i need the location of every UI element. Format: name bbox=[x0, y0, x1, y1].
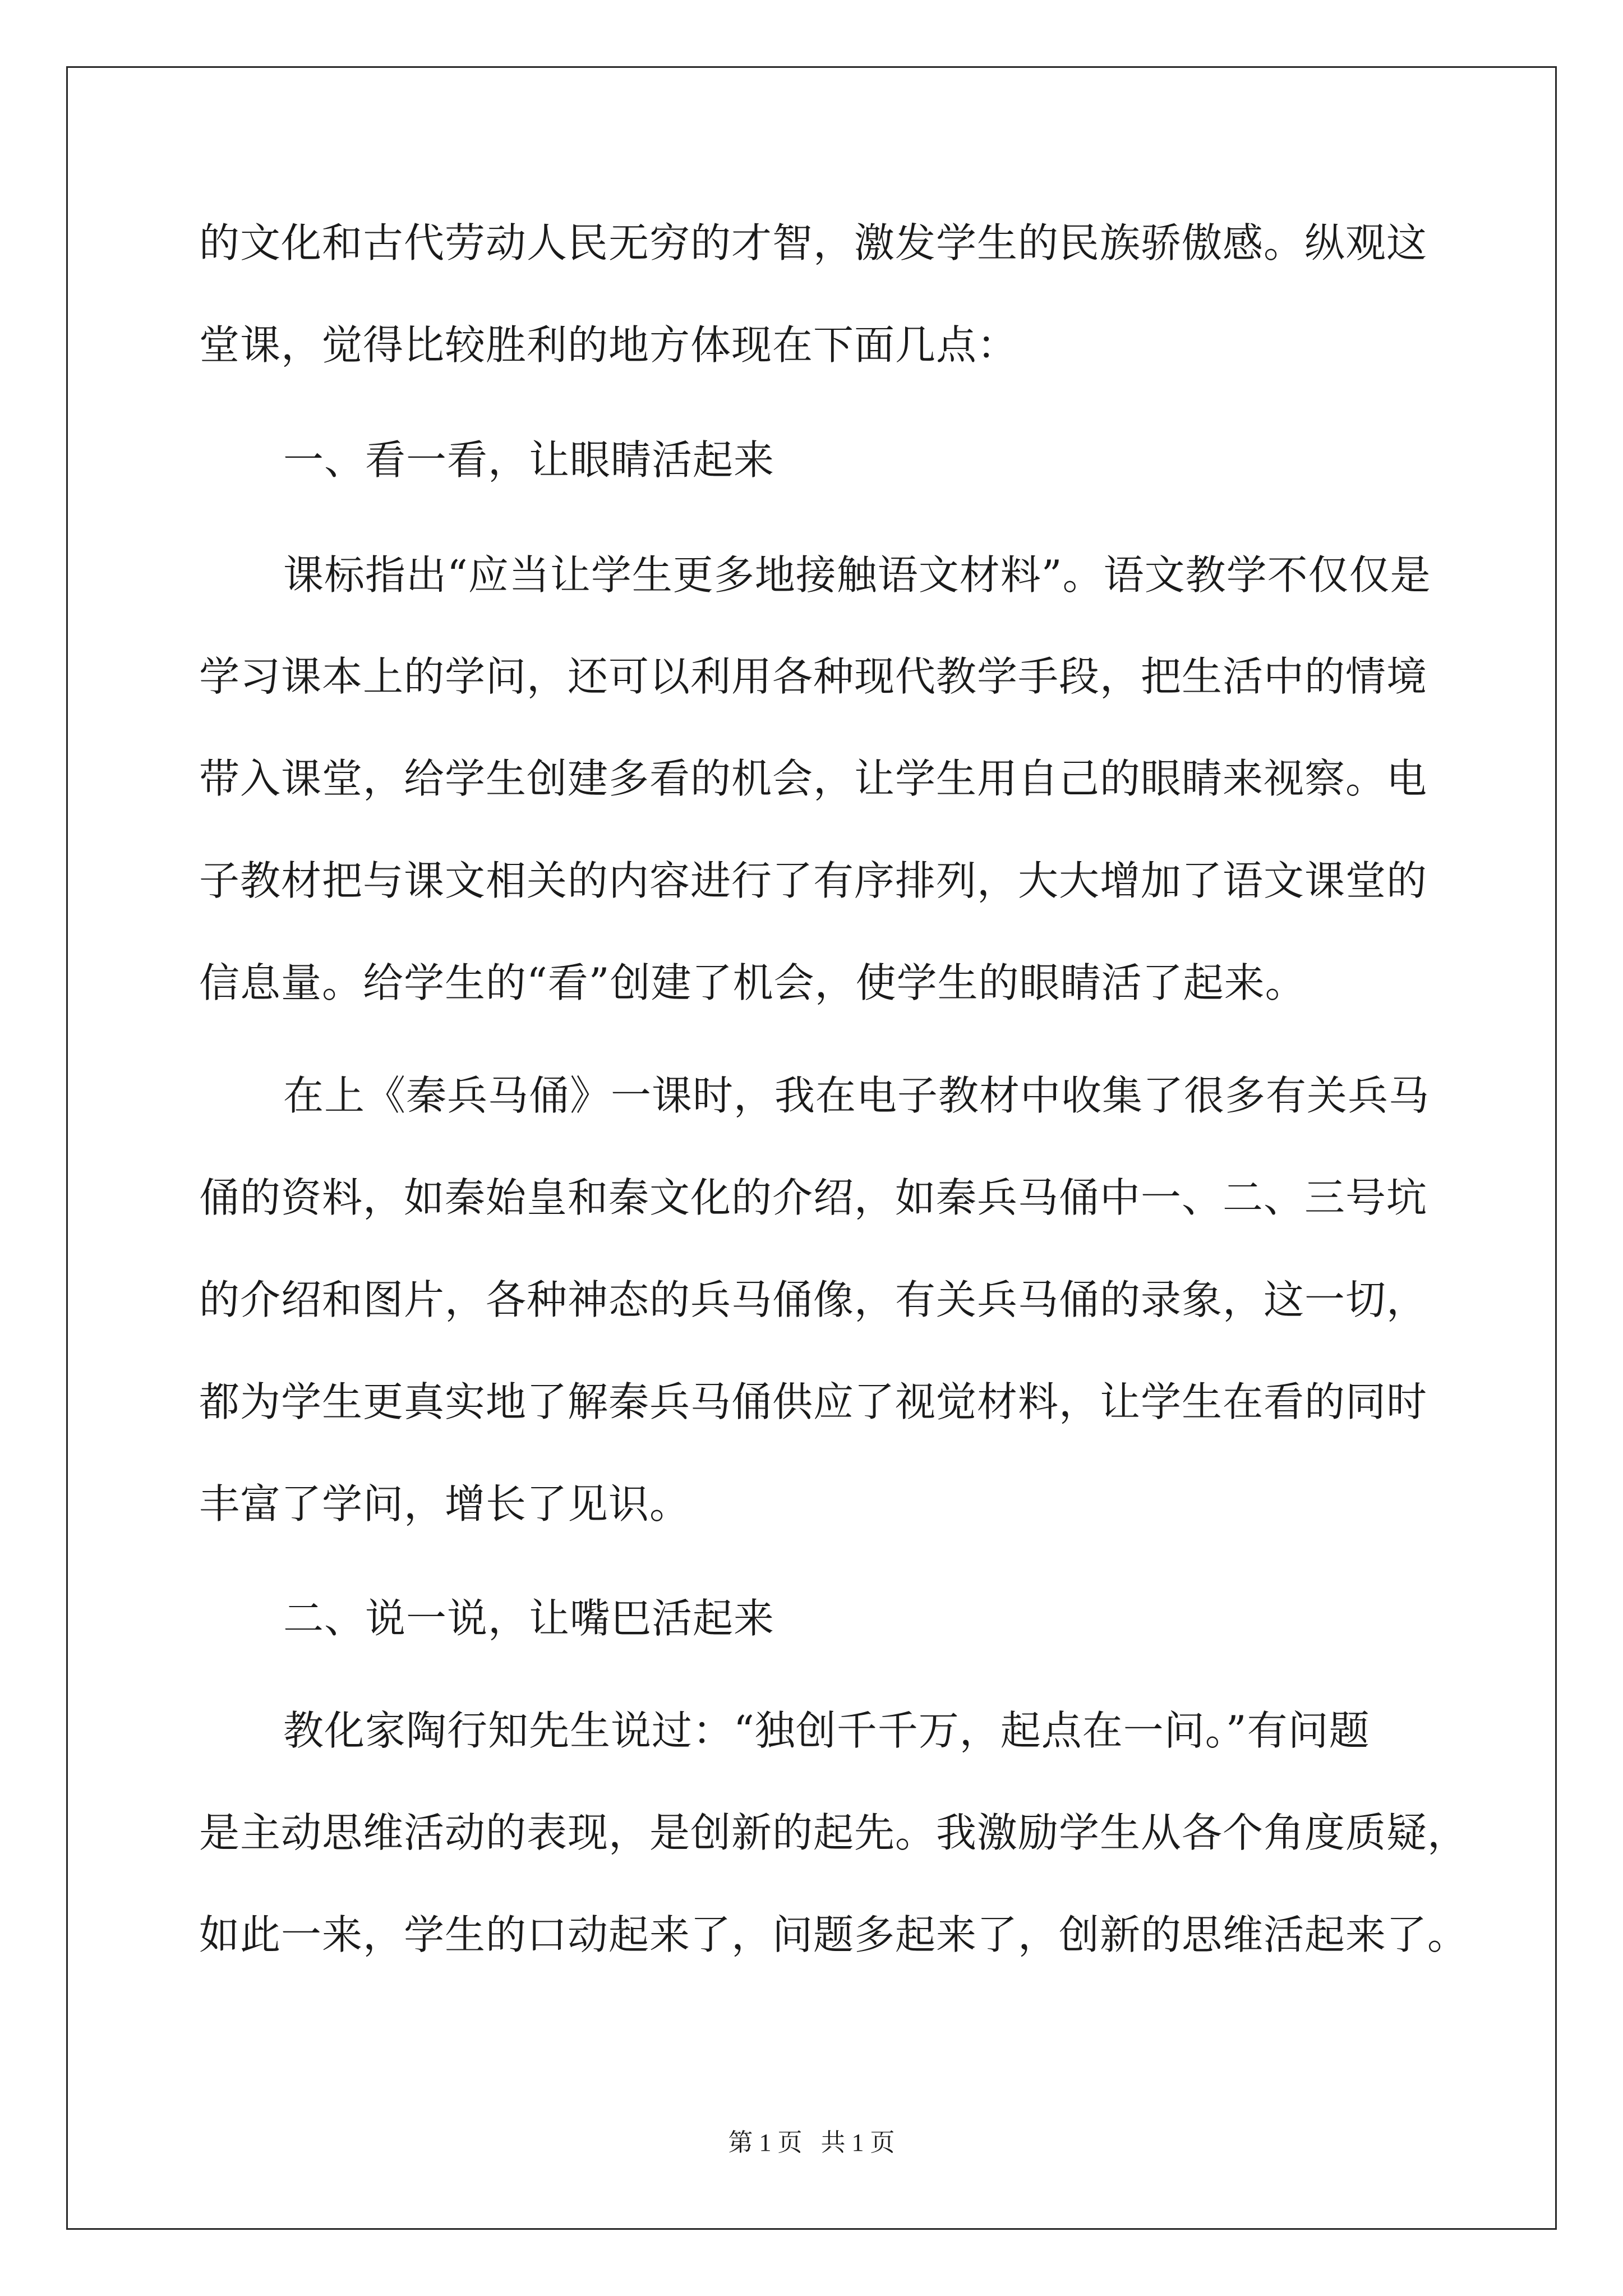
text-line: 是主动思维活动的表现，是创新的起先。我激励学生从各个角度质疑， bbox=[199, 1809, 1469, 1856]
text-line: 学习课本上的学问，还可以利用各种现代教学手段，把生活中的情境 bbox=[199, 653, 1428, 700]
text-line: 子教材把与课文相关的内容进行了有序排列，大大增加了语文课堂的 bbox=[199, 857, 1428, 904]
section-heading: 一、看一看，让眼睛活起来 bbox=[283, 436, 775, 484]
text-line: 带入课堂，给学生创建多看的机会，让学生用自己的眼睛来视察。电 bbox=[199, 755, 1428, 802]
text-line: 在上《秦兵马俑》一课时，我在电子教材中收集了很多有关兵马 bbox=[283, 1072, 1430, 1119]
text-line: 的文化和古代劳动人民无穷的才智，激发学生的民族骄傲感。纵观这 bbox=[199, 219, 1428, 266]
text-line: 课标指出“应当让学生更多地接触语文材料”。语文教学不仅仅是 bbox=[283, 551, 1431, 599]
text-line: 教化家陶行知先生说过：“独创千千万，起点在一问。”有问题 bbox=[283, 1707, 1370, 1754]
text-line: 堂课，觉得比较胜利的地方体现在下面几点： bbox=[199, 321, 1018, 369]
text-line: 如此一来，学生的口动起来了，问题多起来了，创新的思维活起来了。 bbox=[199, 1911, 1469, 1958]
text-line: 都为学生更真实地了解秦兵马俑供应了视觉材料，让学生在看的同时 bbox=[199, 1378, 1428, 1425]
page-footer bbox=[0, 2126, 1623, 2160]
text-line: 的介绍和图片，各种神态的兵马俑像，有关兵马俑的录象，这一切， bbox=[199, 1276, 1428, 1323]
page-number: 第 1 页 bbox=[728, 2129, 803, 2156]
page-total: 共 1 页 bbox=[820, 2129, 895, 2156]
text-line: 信息量。给学生的“看”创建了机会，使学生的眼睛活了起来。 bbox=[199, 959, 1306, 1006]
section-heading: 二、说一说，让嘴巴活起来 bbox=[283, 1595, 775, 1642]
text-line: 丰富了学问，增长了见识。 bbox=[199, 1480, 691, 1527]
text-line: 俑的资料，如秦始皇和秦文化的介绍，如秦兵马俑中一、二、三号坑 bbox=[199, 1174, 1428, 1221]
